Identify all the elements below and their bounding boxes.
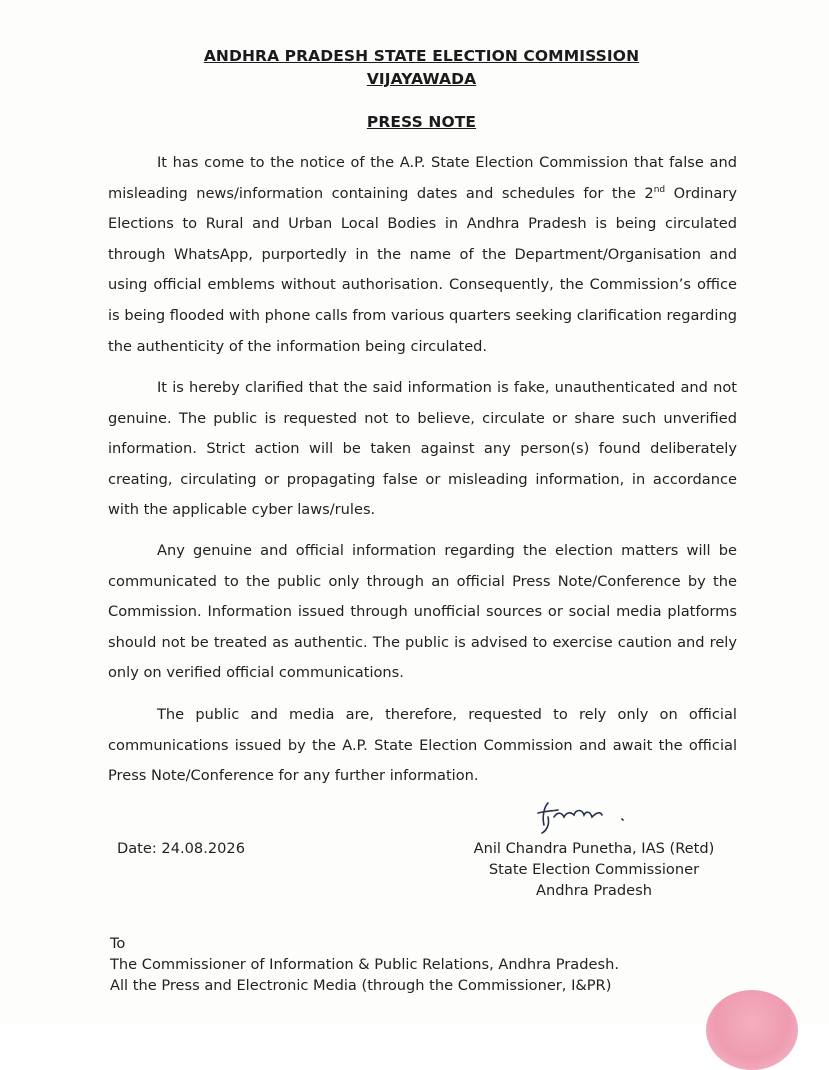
paragraph-1-text-b: Ordinary Elections to Rural and Urban Local Bodies in Andhra Pradesh is being circulated through WhatsApp, purportedly in the name of the Department/Organisation and using official emblems without authorisation. Consequently, the Commission’s office is being flooded with phone calls from various quarters seeking clarification regarding the authenticity of the information being circulated. (108, 184, 737, 355)
paragraph-1-text-a: It has come to the notice of the A.P. State Election Commission that false and misleading news/information containing dates and schedules for the 2 (108, 154, 737, 202)
signatory-state: Andhra Pradesh (536, 882, 652, 899)
recipient-2: All the Press and Electronic Media (through the Commissioner, I&PR) (110, 977, 612, 994)
paragraph-4: The public and media are, therefore, requested to rely only on official communications issued by the A.P. State Election Commission and await the official Press Note/Conference for any further information. (108, 706, 737, 785)
recipient-1: The Commissioner of Information & Public Relations, Andhra Pradesh. (110, 956, 619, 973)
organization-heading: ANDHRA PRADESH STATE ELECTION COMMISSION (203, 47, 640, 65)
to-label: To (110, 935, 126, 952)
document-title: PRESS NOTE (366, 113, 477, 131)
signatory-block (460, 838, 728, 901)
signatory-name: Anil Chandra Punetha, IAS (Retd) (473, 840, 715, 857)
paragraph-2: It is hereby clarified that the said information is fake, unauthenticated and not genuine. The public is requested not to believe, circulate or share such unverified information. Strict action will be taken against any person(s) found deliberately creating, circulating or propagating false or misleading information, in accordance with the applicable cyber laws/rules. (108, 379, 737, 519)
press-note-date: Date: 24.08.2026 (117, 840, 245, 857)
paragraph-1 (108, 148, 737, 362)
stamp-icon (706, 990, 798, 1070)
signature-icon (530, 795, 640, 837)
recipients-block (110, 933, 619, 996)
signatory-title: State Election Commissioner (488, 861, 700, 878)
paragraph-3: Any genuine and official information regarding the election matters will be communicated to the public only through an official Press Note/Conference by the Commission. Information issued through unofficial sources or social media platforms should not be treated as authentic. The public is advised to exercise caution and rely only on verified official communications. (108, 542, 737, 682)
ordinal-superscript: nd (653, 184, 666, 195)
city-heading: VIJAYAWADA (366, 70, 477, 88)
